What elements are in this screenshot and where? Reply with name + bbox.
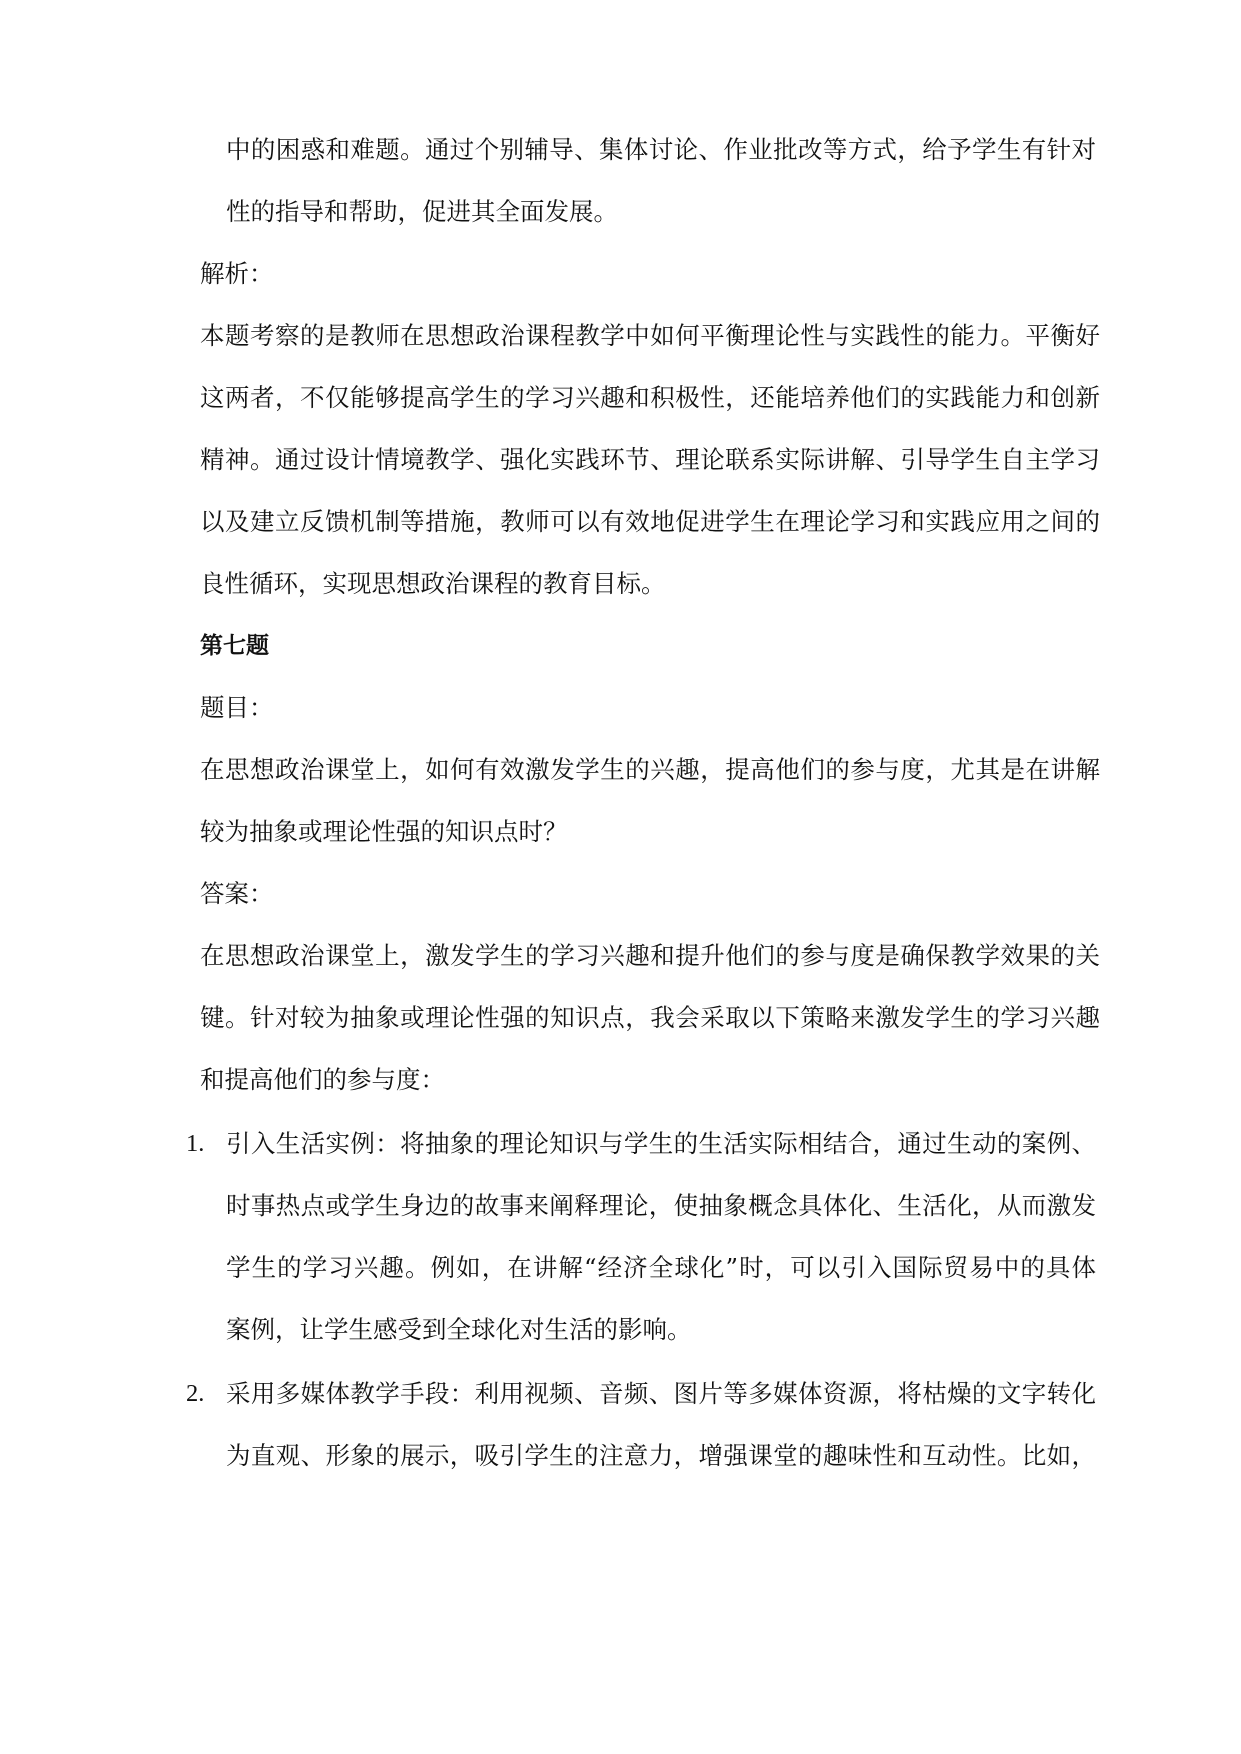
- question-label: 题目：: [200, 693, 274, 722]
- analysis-line-4: 以及建立反馈机制等措施，教师可以有效地促进学生在理论学习和实践应用之间的: [200, 507, 1100, 536]
- question-line-2: 较为抽象或理论性强的知识点时？: [200, 817, 568, 846]
- list-item-1-number: 1.: [186, 1130, 205, 1157]
- list-item-1-line-3: 学生的学习兴趣。例如，在讲解“经济全球化”时，可以引入国际贸易中的具体: [226, 1253, 1096, 1282]
- question-line-1: 在思想政治课堂上，如何有效激发学生的兴趣，提高他们的参与度，尤其是在讲解: [200, 755, 1100, 784]
- continuation-line-1: 中的困惑和难题。通过个别辅导、集体讨论、作业批改等方式，给予学生有针对: [226, 135, 1096, 164]
- answer-intro-line-1: 在思想政治课堂上，激发学生的学习兴趣和提升他们的参与度是确保教学效果的关: [200, 941, 1100, 970]
- list-item-1-line-4: 案例，让学生感受到全球化对生活的影响。: [226, 1315, 692, 1344]
- continuation-line-2: 性的指导和帮助，促进其全面发展。: [226, 197, 618, 226]
- analysis-line-5: 良性循环，实现思想政治课程的教育目标。: [200, 569, 666, 598]
- list-item-1-line-2: 时事热点或学生身边的故事来阐释理论，使抽象概念具体化、生活化，从而激发: [226, 1191, 1096, 1220]
- analysis-line-2: 这两者，不仅能够提高学生的学习兴趣和积极性，还能培养他们的实践能力和创新: [200, 383, 1100, 412]
- analysis-line-1: 本题考察的是教师在思想政治课程教学中如何平衡理论性与实践性的能力。平衡好: [200, 321, 1100, 350]
- answer-intro-line-3: 和提高他们的参与度：: [200, 1065, 445, 1094]
- analysis-line-3: 精神。通过设计情境教学、强化实践环节、理论联系实际讲解、引导学生自主学习: [200, 445, 1100, 474]
- answer-label: 答案：: [200, 879, 274, 908]
- list-item-1-line-1: 引入生活实例：将抽象的理论知识与学生的生活实际相结合，通过生动的案例、: [226, 1129, 1096, 1158]
- section-title: 第七题: [200, 633, 269, 659]
- list-item-2-number: 2.: [186, 1380, 205, 1407]
- list-item-2-line-2: 为直观、形象的展示，吸引学生的注意力，增强课堂的趣味性和互动性。比如，: [226, 1441, 1096, 1470]
- analysis-label: 解析：: [200, 259, 274, 288]
- answer-intro-line-2: 键。针对较为抽象或理论性强的知识点，我会采取以下策略来激发学生的学习兴趣: [200, 1003, 1100, 1032]
- list-item-2-line-1: 采用多媒体教学手段：利用视频、音频、图片等多媒体资源，将枯燥的文字转化: [226, 1379, 1096, 1408]
